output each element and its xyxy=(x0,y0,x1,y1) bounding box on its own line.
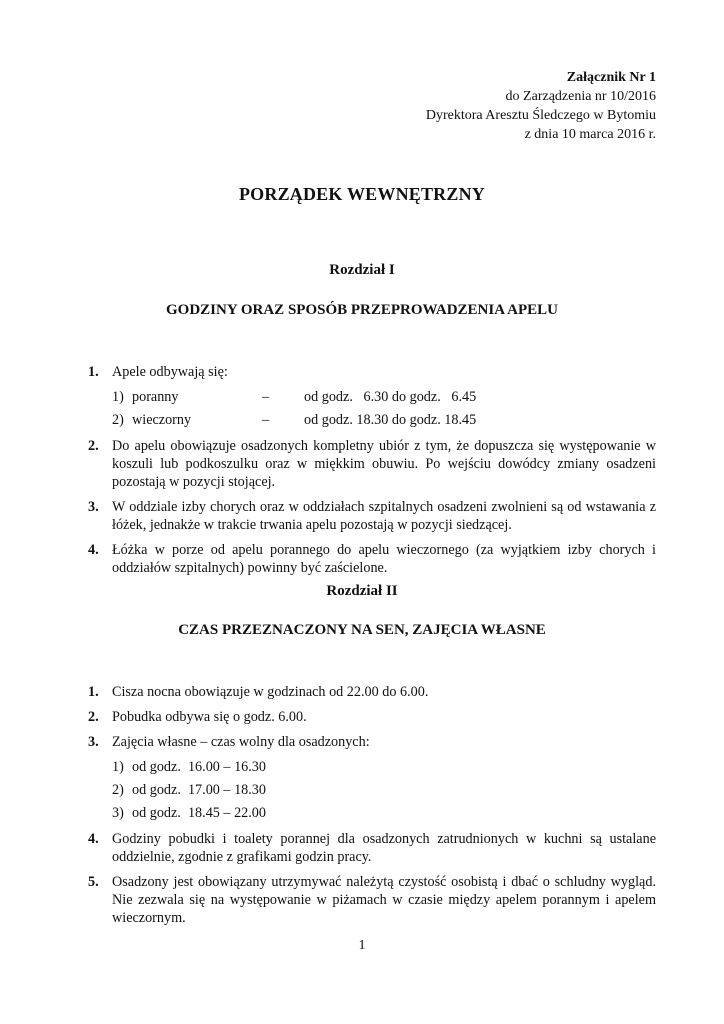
sub-item-dash: – xyxy=(262,389,270,405)
list-item xyxy=(88,733,656,751)
item-number: 1. xyxy=(88,364,99,380)
sub-item-time: od godz. 16.00 – 16.30 xyxy=(132,759,266,775)
sub-item-dash: – xyxy=(262,412,270,428)
sub-item-name: poranny xyxy=(132,389,179,405)
sub-item-number: 3) xyxy=(112,805,124,821)
chapter-2-list xyxy=(88,683,656,934)
item-number: 4. xyxy=(88,831,99,847)
page-number: 1 xyxy=(358,938,366,953)
document-title: PORZĄDEK WEWNĘTRZNY xyxy=(238,184,485,204)
sub-item-name: wieczorny xyxy=(132,412,192,428)
sub-item-time: od godz. 17.00 – 18.30 xyxy=(132,782,266,798)
list-item xyxy=(88,498,656,534)
sub-list-item xyxy=(88,781,656,799)
item-text: W oddziale izby chorych oraz w oddziałach szpitalnych osadzeni zwolnieni są od wstawania z łóżek, jednakże w trakcie trwania apelu pozostają w pozycji siedzącej. xyxy=(112,499,656,533)
sub-item-time: od godz. 18.45 – 22.00 xyxy=(132,805,266,821)
item-number: 5. xyxy=(88,874,99,890)
item-text: Cisza nocna obowiązuje w godzinach od 22.00 do 6.00. xyxy=(112,684,429,700)
item-number: 2. xyxy=(88,438,99,454)
issuer: Dyrektora Aresztu Śledczego w Bytomiu xyxy=(425,108,656,123)
attachment-number: Załącznik Nr 1 xyxy=(566,70,656,85)
item-text: Pobudka odbywa się o godz. 6.00. xyxy=(112,709,307,725)
regulation-reference: do Zarządzenia nr 10/2016 xyxy=(505,89,656,104)
sub-list-item xyxy=(88,758,656,776)
chapter-2-label: Rozdział II xyxy=(326,583,398,599)
list-item xyxy=(88,363,656,381)
sub-item-number: 1) xyxy=(112,759,124,775)
item-number: 3. xyxy=(88,499,99,515)
sub-item-number: 1) xyxy=(112,389,124,405)
item-text: Apele odbywają się: xyxy=(112,364,228,380)
list-item xyxy=(88,830,656,866)
chapter-2-heading: CZAS PRZEZNACZONY NA SEN, ZAJĘCIA WŁASNE xyxy=(178,622,546,638)
list-item xyxy=(88,708,656,726)
chapter-1-list xyxy=(88,363,656,584)
list-item xyxy=(88,437,656,491)
list-item xyxy=(88,541,656,577)
item-text: Łóżka w porze od apelu porannego do apelu wieczornego (za wyjątkiem izby chorych i oddziałów szpitalnych) powinny być zaścielone. xyxy=(112,542,656,576)
item-number: 1. xyxy=(88,684,99,700)
sub-item-time: od godz. 6.30 do godz. 6.45 xyxy=(304,389,477,405)
sub-list-item xyxy=(88,388,656,406)
item-number: 3. xyxy=(88,734,99,750)
sub-list-item xyxy=(88,804,656,822)
sub-item-number: 2) xyxy=(112,782,124,798)
item-text: Zajęcia własne – czas wolny dla osadzonych: xyxy=(112,734,370,750)
attachment-header xyxy=(426,68,656,144)
chapter-1-heading: GODZINY ORAZ SPOSÓB PRZEPROWADZENIA APELU xyxy=(165,302,558,318)
item-text: Do apelu obowiązuje osadzonych kompletny ubiór z tym, że dopuszcza się występowanie w koszuli lub podkoszulku oraz w miękkim obuwiu. Po wejściu dowódcy zmiany osadzeni pozostają w pozycji stojącej. xyxy=(112,438,656,490)
sub-item-time: od godz. 18.30 do godz. 18.45 xyxy=(304,412,477,428)
list-item xyxy=(88,683,656,701)
sub-list-item xyxy=(88,411,656,429)
issue-date: z dnia 10 marca 2016 r. xyxy=(524,127,656,142)
item-number: 2. xyxy=(88,709,99,725)
item-text: Osadzony jest obowiązany utrzymywać należytą czystość osobistą i dbać o schludny wygląd. Nie zezwala się na występowanie w piżamach w czasie między apelem porannym i apelem wieczornym. xyxy=(112,874,656,926)
item-number: 4. xyxy=(88,542,99,558)
chapter-1-label: Rozdział I xyxy=(329,262,395,278)
sub-item-number: 2) xyxy=(112,412,124,428)
item-text: Godziny pobudki i toalety porannej dla osadzonych zatrudnionych w kuchni są ustalane oddzielnie, zgodnie z grafikami godzin pracy. xyxy=(112,831,656,865)
list-item xyxy=(88,873,656,927)
